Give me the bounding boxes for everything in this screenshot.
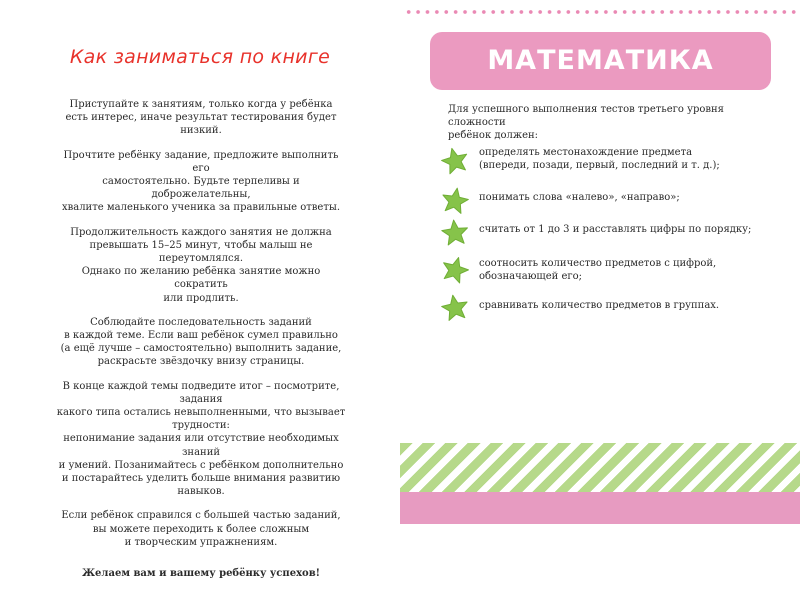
star-icon	[440, 146, 470, 176]
instructions-text	[56, 98, 346, 591]
striped-decoration	[400, 443, 800, 495]
text-line: и умений. Позанимайтесь с ребёнком дополнительно	[58, 459, 344, 471]
text-line: (впереди, позади, первый, последний и т. д.);	[479, 160, 720, 172]
text-line: и постарайтесь уделить больше внимания развитию навыков.	[61, 473, 341, 498]
text-line: обозначающей его;	[479, 271, 583, 283]
text-line: понимать слова «налево», «направо»;	[479, 192, 680, 203]
star-icon	[440, 186, 470, 216]
skill-item	[440, 218, 760, 252]
text-line: соотносить количество предметов с цифрой,	[479, 258, 717, 269]
text-line: самостоятельно. Будьте терпеливы и доброжелательны,	[102, 176, 300, 201]
text-line: сравнивать количество предметов в группах.	[479, 300, 720, 311]
paragraph	[56, 149, 346, 215]
text-line: ребёнок должен:	[448, 130, 539, 142]
star-icon	[440, 255, 470, 285]
paragraph	[56, 380, 346, 499]
text-line: Приступайте к занятиям, только когда у ребёнка	[69, 99, 333, 110]
text-line: (а ещё лучше – самостоятельно) выполнить задание,	[60, 343, 342, 355]
text-line: В конце каждой темы подведите итог – посмотрите, задания	[62, 380, 340, 405]
text-line: вы можете переходить к более сложным	[92, 523, 310, 535]
text-line: Продолжительность каждого занятия не должна	[70, 226, 332, 238]
text-line: Соблюдайте последовательность заданий	[90, 316, 312, 328]
text-line: какого типа остались невыполненными, что вызывает трудности:	[56, 407, 346, 432]
paragraph	[56, 226, 346, 305]
skill-text	[479, 146, 764, 172]
text-line: непонимание задания или отсутствие необходимых знаний	[63, 433, 339, 458]
text-line: превышать 15–25 минут, чтобы малыш не переутомлялся.	[89, 239, 313, 265]
text-line: Прочтите ребёнку задание, предложите выполнить его	[63, 149, 339, 174]
skill-item	[440, 293, 760, 327]
left-page	[0, 0, 400, 580]
skill-text	[479, 223, 764, 236]
skill-text	[479, 299, 764, 312]
text-line: Однако по желанию ребёнка занятие можно сократить	[81, 266, 321, 291]
text-line: в каждой теме. Если ваш ребёнок сумел правильно	[64, 330, 338, 342]
text-line: Если ребёнок справился с большей частью заданий,	[61, 510, 341, 522]
skill-text	[479, 191, 764, 204]
section-title: МАТЕМАТИКА	[487, 45, 714, 76]
pink-footer-band	[400, 492, 800, 524]
text-line: или продлить.	[163, 292, 239, 304]
skill-text	[479, 257, 764, 283]
closing-wish: Желаем вам и вашему ребёнку успехов!	[81, 568, 321, 580]
star-icon	[440, 293, 470, 323]
skill-item	[440, 146, 760, 180]
intro-text	[448, 103, 778, 143]
paragraph	[56, 316, 346, 369]
paragraph	[56, 509, 346, 549]
text-line: хвалите маленького ученика за правильные ответы.	[61, 202, 341, 214]
text-line: раскрасьте звёздочку внизу страницы.	[97, 356, 305, 368]
text-line: считать от 1 до 3 и расставлять цифры по порядку;	[479, 224, 752, 235]
paragraph	[56, 98, 346, 138]
dotted-border	[404, 8, 800, 16]
text-line: определять местонахождение предмета	[479, 147, 693, 158]
text-line: Для успешного выполнения тестов третьего уровня сложности	[448, 104, 724, 129]
skill-item	[440, 255, 760, 289]
star-icon	[440, 218, 470, 248]
text-line: есть интерес, иначе результат тестирования будет низкий.	[65, 112, 337, 137]
text-line: и творческим упражнениям.	[124, 536, 278, 548]
skill-item	[440, 186, 760, 220]
page-title: Как заниматься по книге	[69, 46, 331, 68]
